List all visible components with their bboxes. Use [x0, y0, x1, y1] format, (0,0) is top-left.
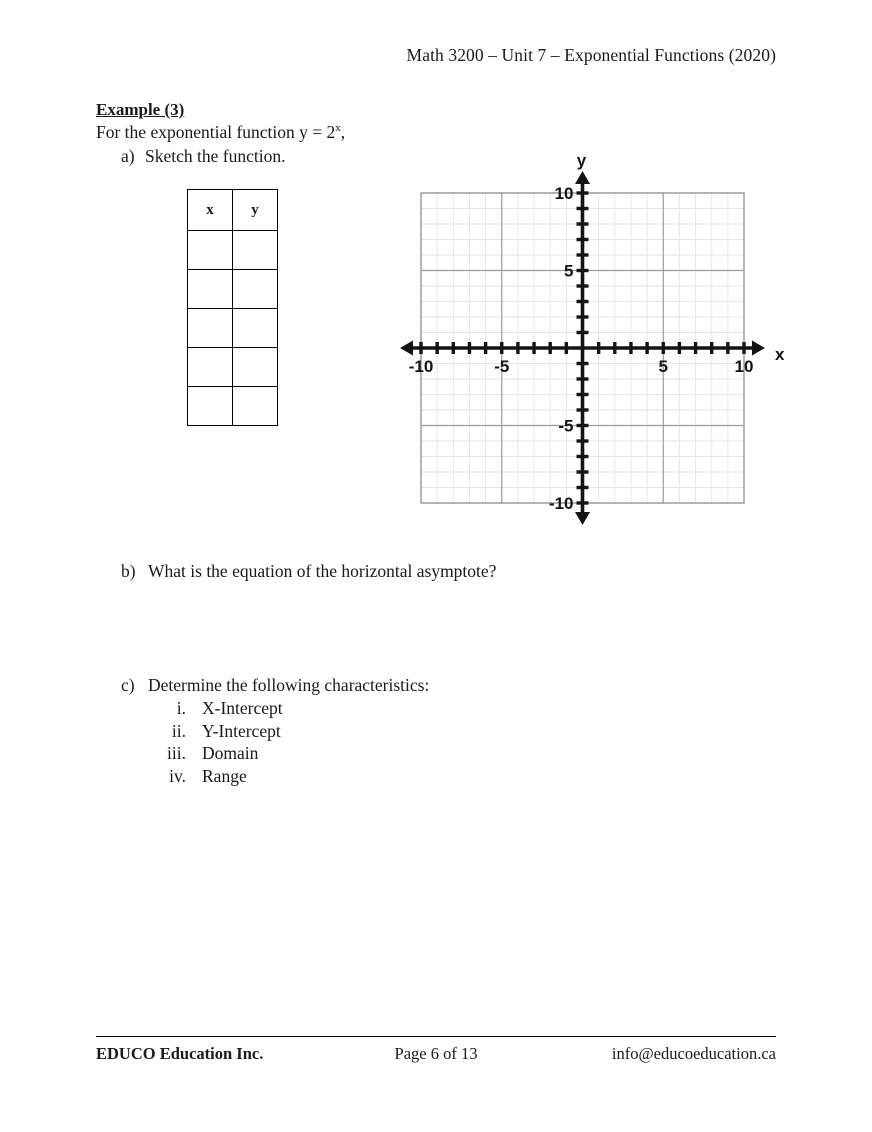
- x-tick-label: -10: [408, 357, 434, 376]
- problem-statement: [96, 122, 345, 143]
- x-tick-label: 10: [734, 357, 754, 376]
- table-row[interactable]: [188, 387, 278, 426]
- table-header-row: [188, 190, 278, 231]
- table-cell-x[interactable]: [188, 231, 233, 270]
- table-cell-y[interactable]: [233, 270, 278, 309]
- characteristics-list: [148, 698, 408, 788]
- list-item: [148, 766, 408, 789]
- part-b-marker: b): [121, 561, 136, 581]
- list-item: [148, 743, 408, 766]
- y-tick-label: 5: [564, 261, 574, 281]
- part-c: [121, 675, 429, 696]
- table-header-y: y: [233, 190, 278, 231]
- x-tick-label: 5: [658, 357, 668, 376]
- page-footer: [96, 1044, 776, 1066]
- list-item-label: X-Intercept: [202, 698, 283, 718]
- table-row[interactable]: [188, 348, 278, 387]
- list-item-label: Y-Intercept: [202, 720, 281, 741]
- table-cell-x[interactable]: [188, 348, 233, 387]
- exponent-x: x: [335, 122, 341, 135]
- table-cell-x[interactable]: [188, 309, 233, 348]
- coordinate-grid-svg: [396, 142, 796, 542]
- table-cell-y[interactable]: [233, 348, 278, 387]
- part-a-text: Sketch the function.: [145, 146, 286, 166]
- part-a: [121, 146, 285, 167]
- list-item: [148, 698, 408, 721]
- y-tick-label: -5: [558, 416, 574, 436]
- problem-statement-comma: ,: [340, 122, 346, 142]
- list-item-label: Domain: [202, 743, 259, 763]
- list-item-number: i.: [176, 698, 186, 718]
- table-row[interactable]: [188, 270, 278, 309]
- part-a-marker: a): [121, 146, 135, 166]
- page-header: Math 3200 – Unit 7 – Exponential Functions (2020): [406, 45, 776, 65]
- list-item: [148, 721, 408, 744]
- coordinate-grid-graph[interactable]: [396, 142, 796, 542]
- y-tick-label: -10: [548, 494, 574, 513]
- table-cell-x[interactable]: [188, 387, 233, 426]
- list-item-label: Range: [202, 765, 247, 786]
- list-item-number: iv.: [169, 765, 186, 786]
- y-tick-label: 10: [554, 184, 574, 203]
- table-row[interactable]: [188, 231, 278, 270]
- part-c-marker: c): [121, 675, 135, 695]
- footer-page-number: Page 6 of 13: [394, 1044, 478, 1063]
- x-axis-label: x: [775, 345, 785, 364]
- xy-value-table[interactable]: [187, 189, 278, 426]
- table-header-x: x: [188, 190, 233, 231]
- table-cell-x[interactable]: [188, 270, 233, 309]
- problem-statement-text: For the exponential function y = 2: [96, 122, 336, 142]
- list-item-number: iii.: [167, 743, 186, 763]
- part-b-text: What is the equation of the horizontal asymptote?: [148, 561, 497, 581]
- example-title: Example (3): [96, 100, 185, 119]
- table-cell-y[interactable]: [233, 231, 278, 270]
- part-b: [121, 561, 496, 582]
- x-tick-label: -5: [494, 357, 510, 376]
- part-c-text: Determine the following characteristics:: [148, 675, 430, 695]
- footer-divider: [96, 1036, 776, 1037]
- list-item-number: ii.: [171, 720, 186, 741]
- table-cell-y[interactable]: [233, 309, 278, 348]
- footer-email: info@educoeducation.ca: [611, 1044, 776, 1063]
- footer-company: EDUCO Education Inc.: [96, 1044, 264, 1063]
- y-axis-label: y: [576, 151, 587, 170]
- table-row[interactable]: [188, 309, 278, 348]
- table-cell-y[interactable]: [233, 387, 278, 426]
